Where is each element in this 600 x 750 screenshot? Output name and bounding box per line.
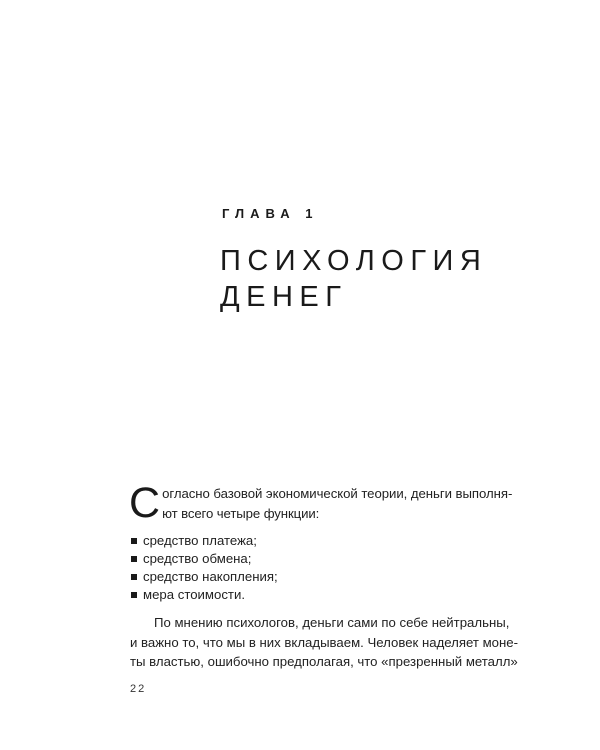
money-functions-list bbox=[130, 532, 278, 604]
paragraph-line-2: и важно то, что мы в них вкладываем. Человек наделяет моне- bbox=[130, 634, 519, 650]
psychology-paragraph bbox=[130, 613, 519, 672]
square-bullet-icon bbox=[131, 592, 137, 598]
list-item-text: средство обмена; bbox=[143, 551, 252, 566]
list-item bbox=[130, 568, 278, 586]
list-item bbox=[130, 586, 278, 604]
chapter-title bbox=[220, 243, 487, 315]
intro-line-1: огласно базовой экономической теории, деньги выполня- bbox=[162, 486, 513, 501]
chapter-title-line-2: ДЕНЕГ bbox=[220, 281, 348, 313]
square-bullet-icon bbox=[131, 556, 137, 562]
square-bullet-icon bbox=[131, 538, 137, 544]
paragraph-line-3: ты властью, ошибочно предполагая, что «презренный металл» bbox=[130, 654, 518, 669]
chapter-title-line-1: ПСИХОЛОГИЯ bbox=[220, 245, 488, 277]
list-item-text: средство платежа; bbox=[143, 533, 257, 548]
intro-line-2: ют всего четыре функции: bbox=[162, 505, 320, 521]
list-item bbox=[130, 550, 278, 568]
paragraph-line-1: По мнению психологов, деньги сами по себе нейтральны, bbox=[154, 615, 510, 630]
square-bullet-icon bbox=[131, 574, 137, 580]
list-item-text: мера стоимости. bbox=[143, 587, 245, 602]
chapter-label: ГЛАВА 1 bbox=[222, 206, 319, 221]
page-number: 22 bbox=[130, 683, 147, 695]
intro-paragraph bbox=[129, 479, 513, 527]
list-item-text: средство накопления; bbox=[143, 569, 278, 584]
drop-cap: С bbox=[129, 479, 161, 527]
list-item bbox=[130, 532, 278, 550]
